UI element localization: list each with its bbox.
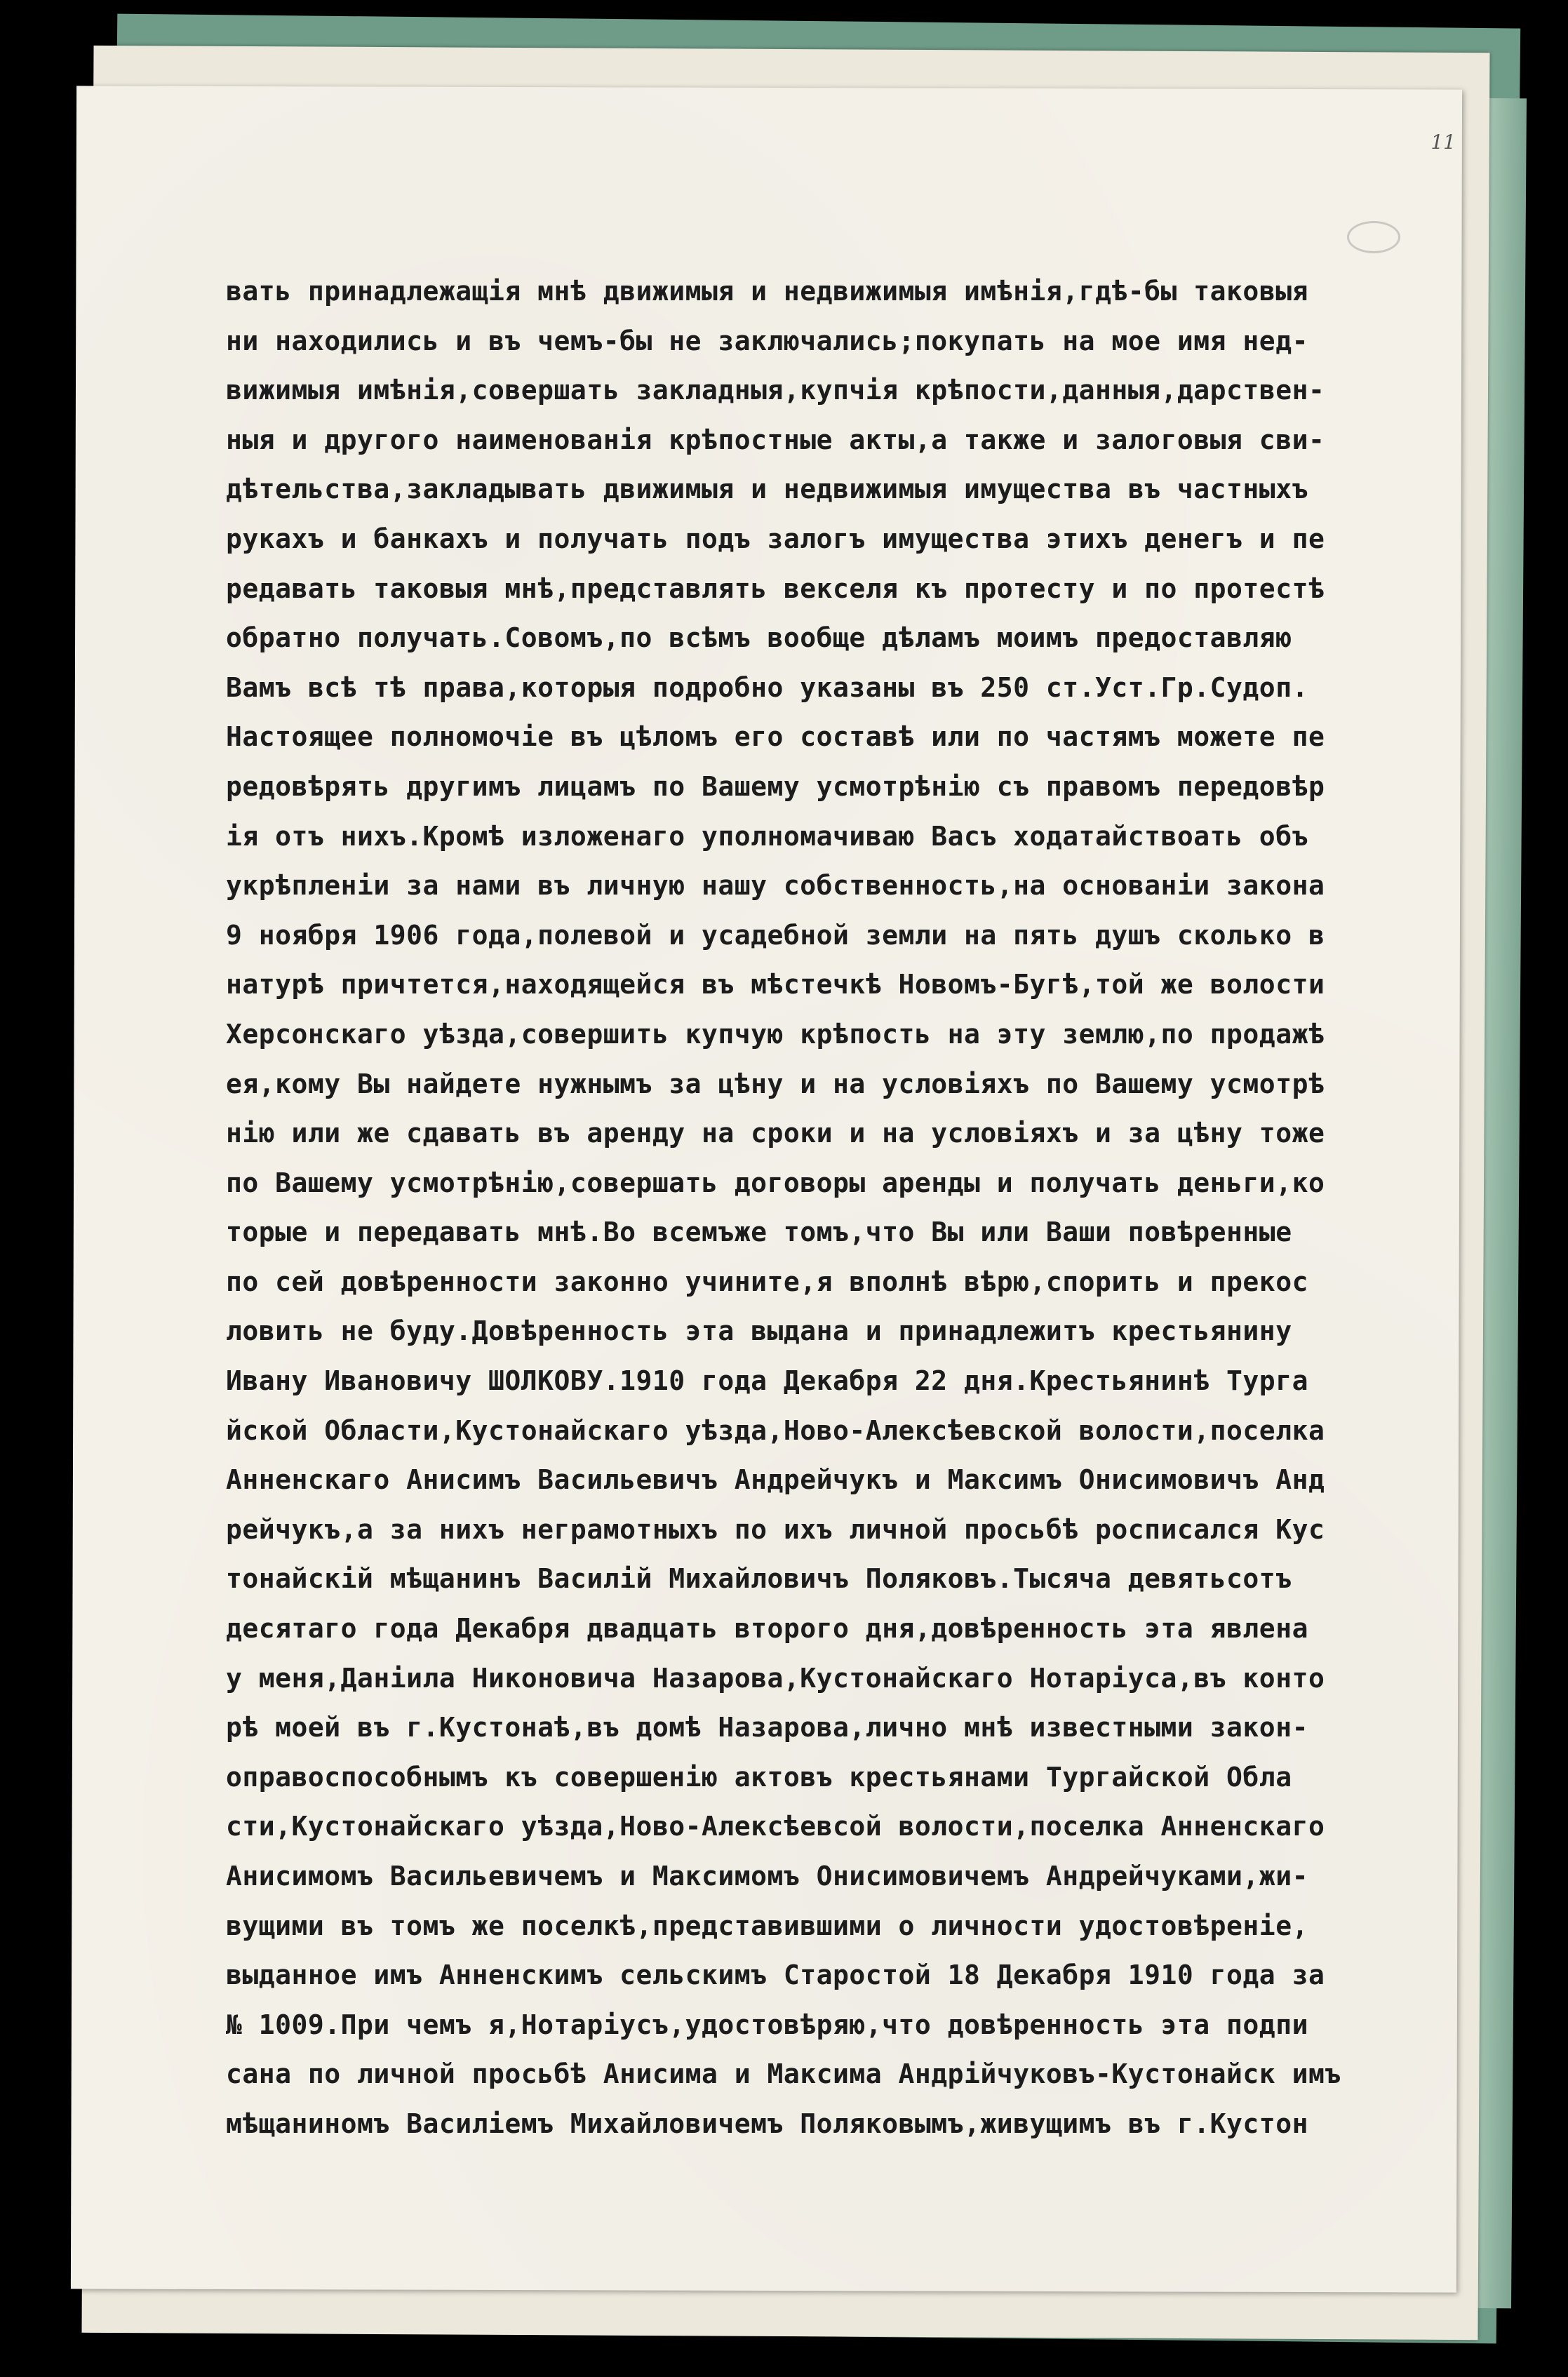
text-line: ія отъ нихъ.Кромѣ изложенаго уполномачиваю Васъ ходатайствоать объ bbox=[226, 820, 1308, 852]
text-line: Анисимомъ Васильевичемъ и Максимомъ Онисимовичемъ Андрейчуками,жи- bbox=[226, 1861, 1308, 1891]
text-line: укрѣпленіи за нами въ личную нашу собственность,на основаніи закона bbox=[226, 870, 1325, 902]
text-line: ея,кому Вы найдете нужнымъ за цѣну и на условіяхъ по Вашему усмотрѣ bbox=[226, 1068, 1325, 1099]
text-line: мѣщаниномъ Василіемъ Михайловичемъ Поляковымъ,живущимъ въ г.Кустон bbox=[226, 2108, 1308, 2139]
text-line: тонайскій мѣщанинъ Василій Михайловичъ Поляковъ.Тысяча девятьсотъ bbox=[226, 1563, 1292, 1595]
text-line: Херсонскаго уѣзда,совершить купчую крѣпость на эту землю,по продажѣ bbox=[226, 1018, 1325, 1050]
text-line: редавать таковыя мнѣ,представлять векселя къ протесту и по протестѣ bbox=[226, 573, 1325, 604]
text-line: обратно получать.Совомъ,по всѣмъ вообще дѣламъ моимъ предоставляю bbox=[226, 622, 1292, 654]
text-line: редовѣрять другимъ лицамъ по Вашему усмотрѣнію съ правомъ передовѣр bbox=[226, 770, 1325, 802]
page-number: 11 bbox=[1430, 130, 1456, 154]
text-line: рейчукъ,а за нихъ неграмотныхъ по ихъ личной просьбѣ росписался Кус bbox=[226, 1513, 1325, 1545]
text-line: рукахъ и банкахъ и получать подъ залогъ имущества этихъ денегъ и пе bbox=[226, 523, 1325, 554]
text-line: оправоспособнымъ къ совершенію актовъ крестьянами Тургайской Обла bbox=[226, 1761, 1292, 1793]
text-line: йской Области,Кустонайскаго уѣзда,Ново-Алексѣевской волости,поселка bbox=[226, 1414, 1325, 1446]
text-line: сти,Кустонайскаго уѣзда,Ново-Алексѣевсой волости,поселка Анненскаго bbox=[226, 1811, 1325, 1842]
text-line: ловить не буду.Довѣренность эта выдана и принадлежитъ крестьянину bbox=[226, 1315, 1292, 1347]
text-line: Ивану Ивановичу ШОЛКОВУ.1910 года Декабря 22 дня.Крестьянинѣ Турга bbox=[226, 1365, 1308, 1397]
text-line: сана по личной просьбѣ Анисима и Максима Андрійчуковъ-Кустонайск имъ bbox=[226, 2058, 1341, 2090]
text-line: ныя и другого наименованія крѣпостные акты,а также и залоговыя сви- bbox=[226, 424, 1325, 455]
text-line: 9 ноября 1906 года,полевой и усадебной земли на пять душъ сколько в bbox=[226, 919, 1325, 951]
text-line: по сей довѣренности законно учините,я вполнѣ вѣрю,спорить и прекос bbox=[226, 1266, 1308, 1297]
text-line: дѣтельства,закладывать движимыя и недвижимыя имущества въ частныхъ bbox=[226, 474, 1308, 505]
text-line: натурѣ причтется,находящейся въ мѣстечкѣ Новомъ-Бугѣ,той же волости bbox=[226, 969, 1325, 1000]
text-line: ни находились и въ чемъ-бы не заключались;покупать на мое имя нед- bbox=[226, 325, 1308, 356]
text-line: выданное имъ Анненскимъ сельскимъ Старостой 18 Декабря 1910 года за bbox=[226, 1960, 1325, 1991]
text-line: Вамъ всѣ тѣ права,которыя подробно указаны въ 250 ст.Уст.Гр.Судоп. bbox=[226, 671, 1308, 703]
text-line: торые и передавать мнѣ.Во всемъже томъ,что Вы или Ваши повѣренные bbox=[226, 1217, 1292, 1248]
text-line: десятаго года Декабря двадцать второго дня,довѣренность эта явлена bbox=[226, 1613, 1308, 1645]
text-line: вать принадлежащія мнѣ движимыя и недвижимыя имѣнія,гдѣ-бы таковыя bbox=[226, 276, 1308, 307]
text-line: вижимыя имѣнія,совершать закладныя,купчія крѣпости,данныя,дарствен- bbox=[226, 375, 1325, 406]
text-line: вущими въ томъ же поселкѣ,представившими о личности удостовѣреніе, bbox=[226, 1910, 1308, 1941]
text-line: у меня,Даніила Никоновича Назарова,Кустонайскаго Нотаріуса,въ конто bbox=[226, 1662, 1325, 1694]
text-line: рѣ моей въ г.Кустонаѣ,въ домѣ Назарова,лично мнѣ известными закон- bbox=[226, 1712, 1308, 1743]
text-line: Анненскаго Анисимъ Васильевичъ Андрейчукъ и Максимъ Онисимовичъ Анд bbox=[226, 1464, 1325, 1496]
typed-text-body bbox=[226, 267, 1433, 2149]
faint-stamp-mark bbox=[1347, 221, 1400, 253]
text-line: № 1009.При чемъ я,Нотаріусъ,удостовѣряю,что довѣренность эта подпи bbox=[226, 2009, 1308, 2040]
text-line: по Вашему усмотрѣнію,совершать договоры аренды и получать деньги,ко bbox=[226, 1167, 1325, 1198]
text-line: нію или же сдавать въ аренду на сроки и на условіяхъ и за цѣну тоже bbox=[226, 1118, 1325, 1149]
text-line: Настоящее полномочіе въ цѣломъ его составѣ или по частямъ можете пе bbox=[226, 721, 1325, 753]
